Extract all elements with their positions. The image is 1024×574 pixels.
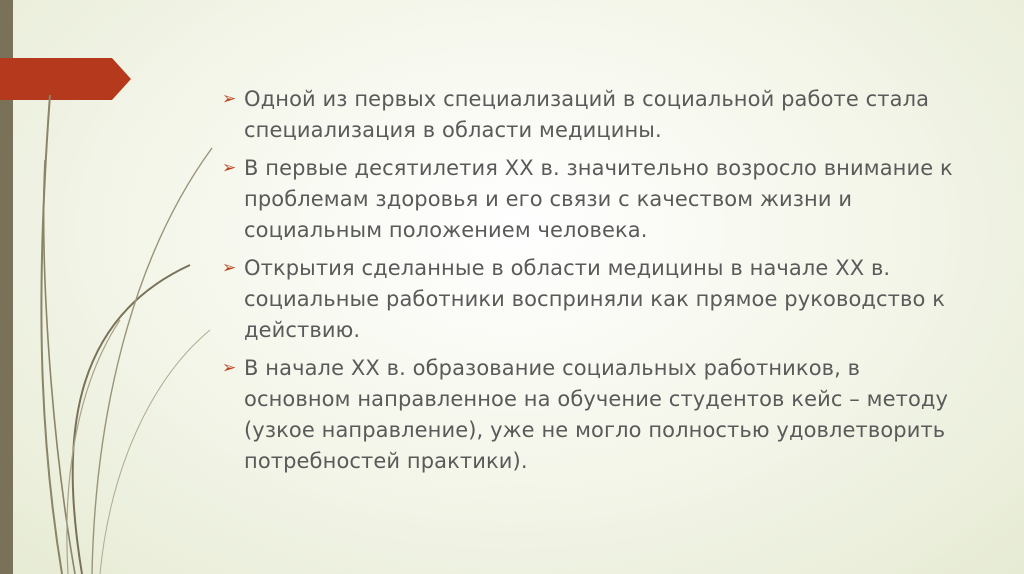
bullet-list: [222, 84, 962, 484]
bullet-item: [222, 153, 962, 246]
bullet-text: Открытия сделанные в области медицины в начале XX в. социальные работники восприняли как прямое руководство к действию.: [244, 256, 945, 342]
bullet-item: [222, 253, 962, 346]
chevron-right-icon: ➢: [222, 89, 237, 109]
curve-3: [73, 265, 190, 574]
bullet-item: [222, 84, 962, 146]
bullet-text: В начале XX в. образование социальных работников, в основном направленное на обучение студентов кейс – методу (узкое направление), уже не могло полностью удовлетворить потребностей практики).: [244, 356, 949, 473]
chevron-right-icon: ➢: [222, 358, 237, 378]
chevron-right-icon: ➢: [222, 258, 237, 278]
accent-arrow-banner: [0, 58, 131, 100]
curve-2: [44, 160, 75, 574]
bullet-item: [222, 353, 962, 477]
bullet-text: Одной из первых специализаций в социальной работе стала специализация в области медицины.: [244, 87, 930, 142]
chevron-right-icon: ➢: [222, 158, 237, 178]
bullet-text: В первые десятилетия XX в. значительно возросло внимание к проблемам здоровья и его связи с качеством жизни и социальным положением человека.: [244, 156, 953, 242]
decorative-curves: [0, 0, 260, 574]
